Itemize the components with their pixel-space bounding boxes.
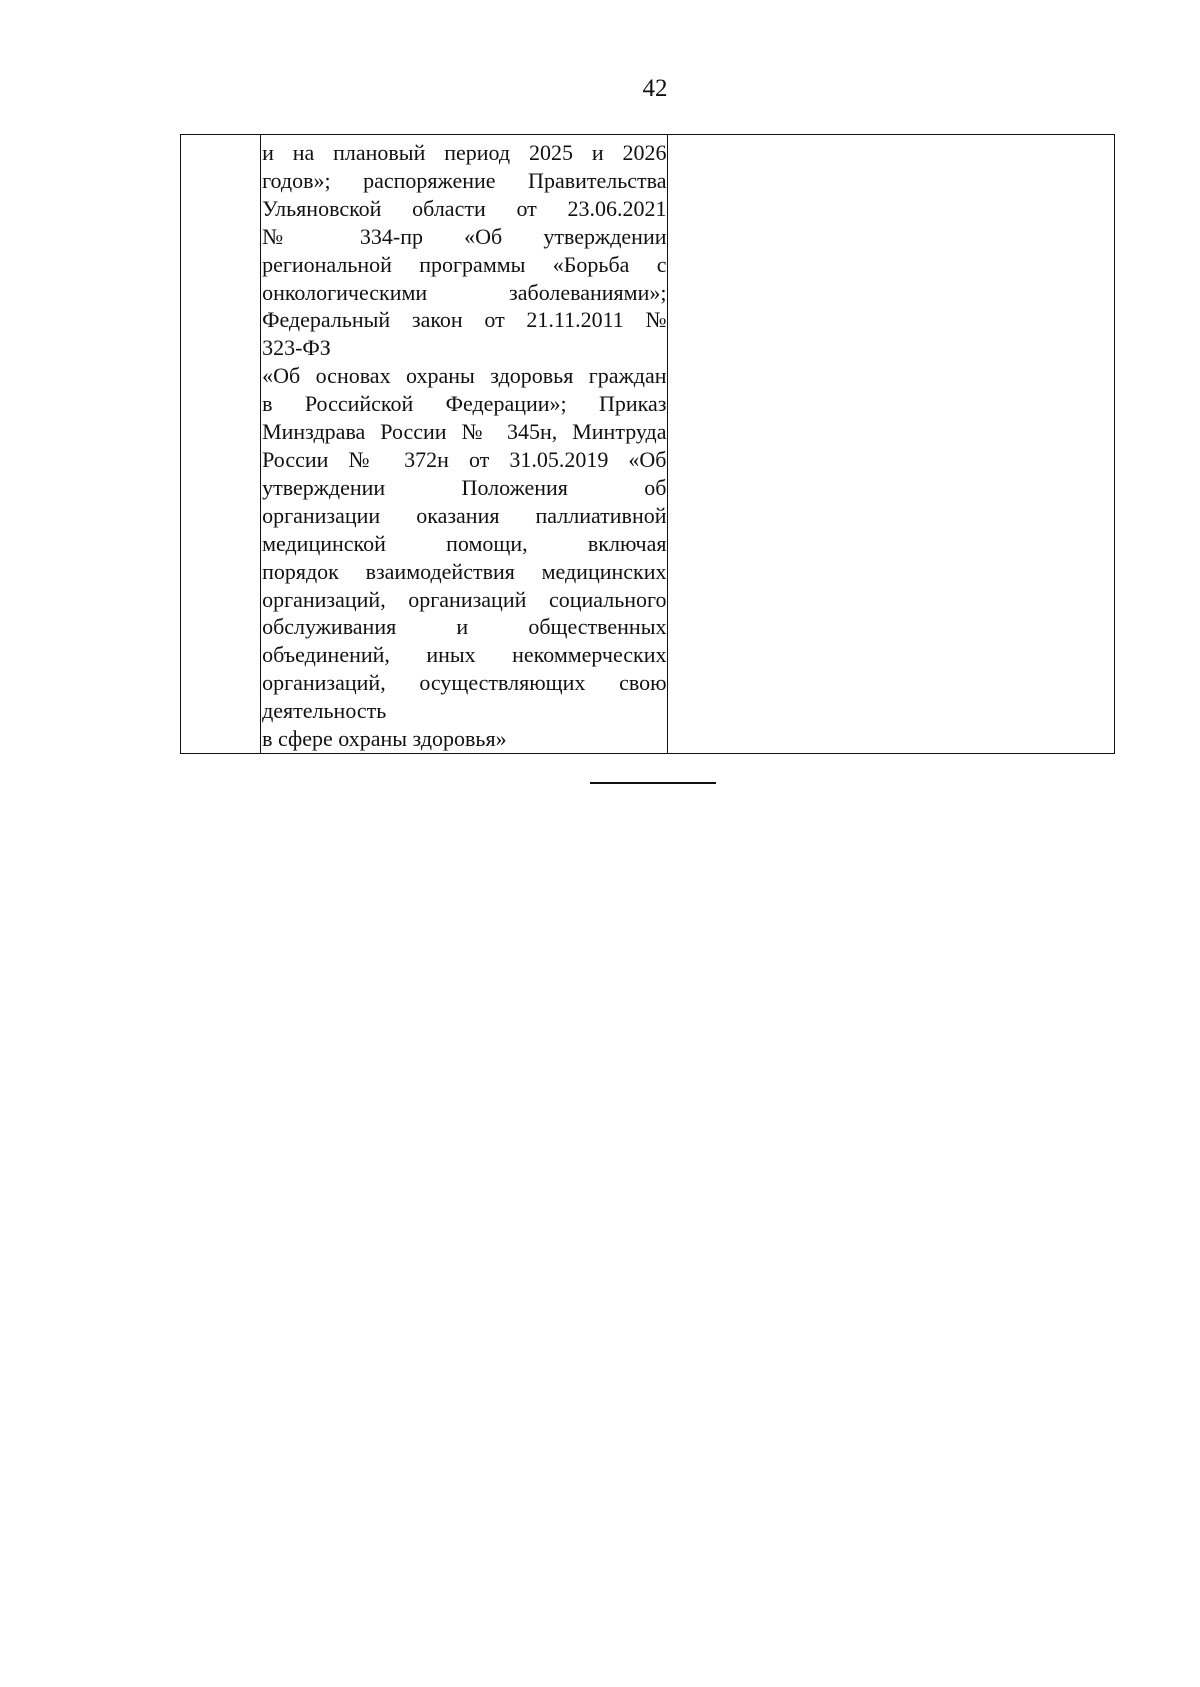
text-line: организаций, осуществляющих свою <box>262 670 667 696</box>
text-line: утверждении Положения об <box>262 474 667 500</box>
text-line: «Об основах охраны здоровья граждан <box>262 363 667 389</box>
text-line: объединений, иных некоммерческих <box>262 642 667 668</box>
text-line: обслуживания и общественных <box>262 614 667 640</box>
text-line: России № 372н от 31.05.2019 «Об <box>262 446 667 472</box>
text-line: № 334-пр «Об утверждении <box>262 223 667 249</box>
text-line: 323-ФЗ <box>262 335 331 361</box>
text-line: в Российской Федерации»; Приказ <box>262 391 667 417</box>
text-line: медицинской помощи, включая <box>262 530 667 556</box>
table-row <box>181 135 1115 754</box>
table-cell-legal-basis <box>261 135 667 754</box>
text-line: организации оказания паллиативной <box>262 502 667 528</box>
table-cell-last <box>667 135 1115 754</box>
text-line: Ульяновской области от 23.06.2021 <box>262 195 667 221</box>
text-line: деятельность <box>262 698 387 724</box>
text-line: порядок взаимодействия медицинских <box>262 558 667 584</box>
document-table <box>180 134 1115 754</box>
text-line: региональной программы «Борьба с <box>262 251 667 277</box>
end-of-document-rule <box>590 782 716 784</box>
page-number: 42 <box>642 75 668 102</box>
text-line: в сфере охраны здоровья» <box>262 726 507 752</box>
text-line: и на плановый период 2025 и 2026 <box>262 140 667 165</box>
table-cell-first <box>181 135 261 754</box>
text-line: годов»; распоряжение Правительства <box>262 167 667 193</box>
legal-basis-text <box>261 135 666 753</box>
text-line: организаций, организаций социального <box>262 586 667 612</box>
text-line: Минздрава России № 345н, Минтруда <box>262 419 667 445</box>
text-line: онкологическими заболеваниями»; <box>262 279 667 305</box>
text-line: Федеральный закон от 21.11.2011 № <box>262 307 667 333</box>
